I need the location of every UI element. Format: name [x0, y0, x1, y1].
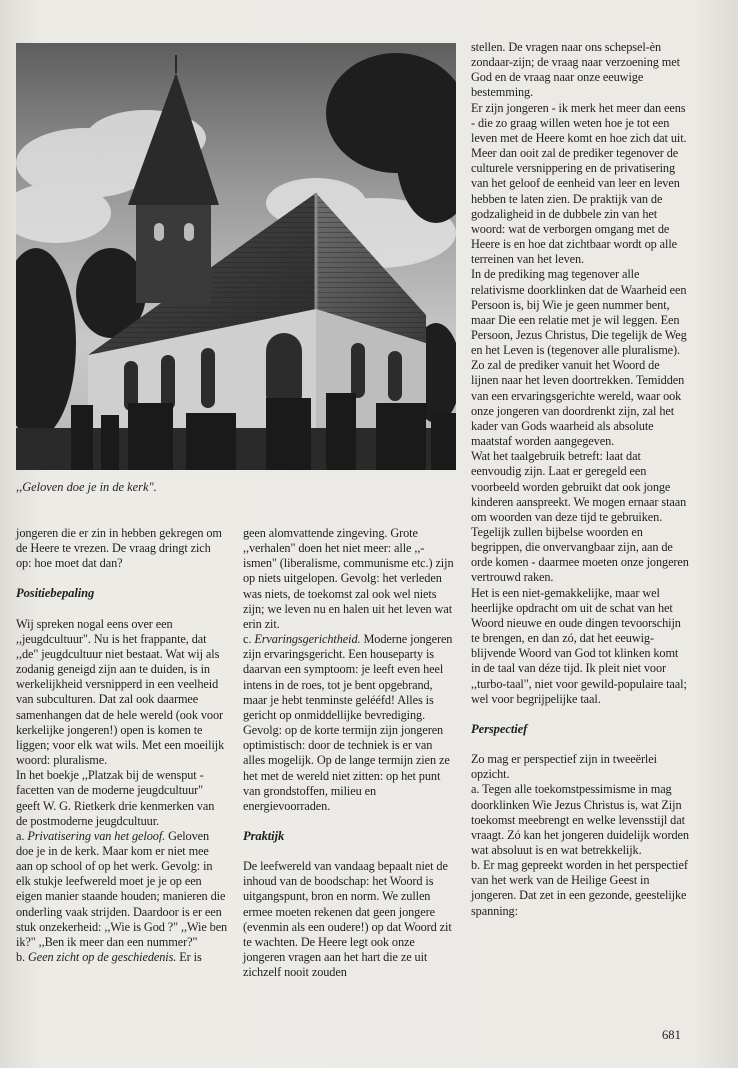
column-1 — [16, 526, 228, 965]
paragraph: Wij spreken nogal eens over een ,,jeugdcultuur". Nu is het frappante, dat ,,de" jeugdcultuur niet bestaat. Wat wij als zodanig geneigd zijn aan te duiden, is in werkelijkheid versnipperd in een veelheid van subculturen. Dat zal ook daarmee samenhangen dat de hele wereld (ook voor kerkelijke jongeren!) open is komen te liggen; voor elk wat wils. Met een moeilijk woord: pluralisme. — [16, 616, 225, 768]
paragraph: Het is een niet-gemakkelijke, maar wel heerlijke opdracht om uit de schat van het Woord nieuwe en oude dingen tevoorschijn te brengen, en dan zó, dat het eeuwig-blijvende Woord van God tot klinken komt in de taal van déze tijd. Ik pleit niet voor ,,turbo-taal", niet voor gewild-populaire taal; wel voor begrijpelijke taal. — [471, 585, 687, 706]
paragraph: In de prediking mag tegenover alle relativisme doorklinken dat de Waarheid een Persoon is, bij Wie je geen nummer bent, maar Die een relatie met je wil leggen. Een Persoon, Jezus Christus, Die tegelijk de Weg en het Leven is (tegenover alle pluralisme). — [471, 267, 687, 358]
paragraph: In het boekje ,,Platzak bij de wensput - facetten van de moderne jeugdcultuur" geeft W. G. Rietkerk drie kenmerken van de postmoderne jeugdcultuur. — [16, 768, 215, 828]
paragraph: De leefwereld van vandaag bepaalt niet de inhoud van de boodschap: het Woord is uitgangspunt, bron en norm. We zullen ermee moeten rekenen dat geen jongere (evenmin als een oudere!) op dat Woord zit te wachten. De Heere legt ook onze jongeren vragen aan het hart die ze uit zichzelf nooit zouden — [243, 859, 452, 980]
church-tower — [136, 203, 211, 303]
paragraph: geen alomvattende zingeving. Grote ,,verhalen" doen het niet meer: alle ,,-ismen" (liberalisme, communisme etc.) zijn op niets uitgelopen. Gevolg: het verleden was niets, de toekomst zal ook wel niets zijn; we leven nu en halen uit het leven wat erin zit. — [243, 526, 454, 631]
item-text: Geloven doe je in de kerk. Maar kom er niet mee aan op school of op het werk. Gevolg: in elk stukje leefwereld moet je je op een eigen manier staande houden; manieren die onderling vaak strijden. Daardoor is er een stuk onzekerheid: ,,Wie is God ?" ,,Wie ben ik?" ,,Ben ik meer dan een nummer?" — [16, 828, 228, 949]
paragraph: Er zijn jongeren - ik merk het meer dan eens - die zo graag willen weten hoe je tot een leven met de Heere komt en hoe zich dat uit. Meer dan ooit zal de prediker tegenover de culturele versnippering en de privatisering van het geloof de eenheid van leer en leven hebben te laten zien. De praktijk van de godzaligheid in de dubbele zin van het woord: wat de verborgen omgang met de Heere is en hoe dat zichtbaar wordt op alle terreinen van het leven. — [471, 100, 687, 267]
paragraph: stellen. De vragen naar ons schepsel-èn zondaar-zijn; de vraag naar verzoening met God en de vraag naar onze eeuwige bestemming. — [471, 40, 680, 100]
emphasis: Geen zicht op de geschiedenis. — [28, 950, 177, 965]
item-marker: b. — [16, 950, 28, 965]
section-heading-positiebepaling: Positiebepaling — [16, 586, 95, 601]
section-heading-praktijk: Praktijk — [243, 828, 285, 843]
paragraph: b. Er mag gepreekt worden in het perspectief van het werk van de Heilige Geest in jongeren. Dat zet in een gezonde, geestelijke spanning: — [471, 858, 688, 918]
paragraph: jongeren die er zin in hebben gekregen om de Heere te vrezen. De vraag dringt zich op: hoe moet dat dan? — [16, 526, 222, 571]
paragraph — [243, 632, 457, 814]
photo-caption: ,,Geloven doe je in de kerk". — [16, 480, 157, 494]
column-2 — [243, 526, 457, 980]
emphasis: Ervaringsgerichtheid. — [254, 632, 361, 647]
paragraph: Zo mag er perspectief zijn in tweeërlei opzicht. — [471, 752, 657, 782]
section-heading-perspectief: Perspectief — [471, 721, 528, 736]
item-text: Moderne jongeren zijn ervaringsgericht. Een houseparty is daarvan een symptoom: je leeft even heel intens in de roes, tot je bent opgebrand, maar je hebt tenminste gelééfd! Alles is gericht op onmiddellijke bevrediging. Gevolg: op de korte termijn zijn jongeren optimistisch: door de techniek is er van alles mogelijk. Op de lange termijn zien ze het met de wereld niet zitten: op het punt van grondstoffen, milieu en energievoorraden. — [243, 632, 453, 813]
paragraph — [16, 829, 228, 950]
column-3 — [471, 40, 689, 919]
item-text: Er is — [176, 950, 202, 965]
paragraph — [16, 950, 228, 965]
item-marker: c. — [243, 632, 255, 647]
paragraph: a. Tegen alle toekomstpessimisme in mag doorklinken Wie Jezus Christus is, wat Zijn toekomst meebrengt en welke levensstijl dat vraagt. Zó kan het jongeren duidelijk worden wat absoluut is en wat betrekkelijk. — [471, 782, 689, 857]
page-number: 681 — [662, 1028, 681, 1042]
church-photo — [16, 43, 456, 470]
item-marker: a. — [16, 828, 28, 843]
paragraph: Wat het taalgebruik betreft: laat dat eenvoudig zijn. Laat er geregeld een voorbeeld worden gebruikt dat ook jonge kinderen aanspreekt. We mogen ernaar staan om woorden van deze tijd te gebruiken. Tegelijk zullen bijbelse woorden en begrippen, die onvervangbaar zijn, aan de orde komen - daarmee moeten onze jongeren vertrouwd raken. — [471, 449, 689, 585]
paragraph: Zo zal de prediker vanuit het Woord de lijnen naar het leven doortrekken. Temidden van een ervaringsgerichte wereld, waar ook onze jongeren van doordrenkt zijn, zal het kader van Gods waarheid als absolute maatstaf worden aangegeven. — [471, 358, 685, 449]
church-illustration — [16, 43, 456, 470]
emphasis: Privatisering van het geloof. — [27, 828, 166, 843]
